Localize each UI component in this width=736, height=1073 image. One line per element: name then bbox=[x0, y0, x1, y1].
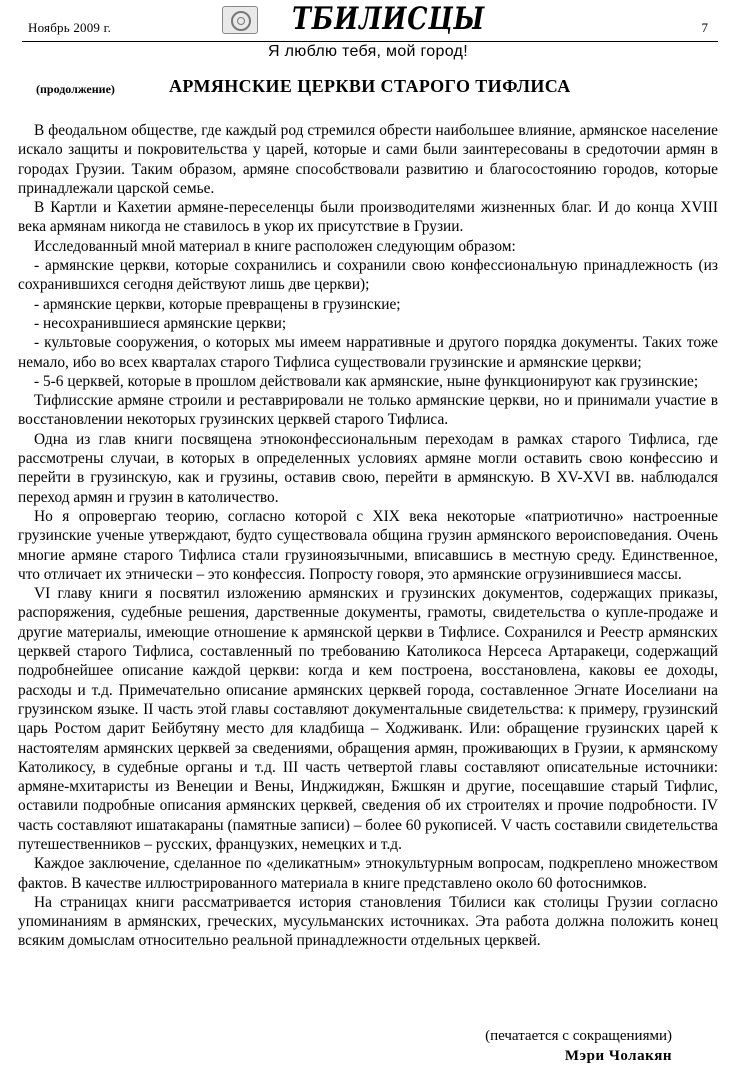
continuation-label: (продолжение) bbox=[36, 82, 115, 96]
paragraph: На страницах книги рассматривается история становления Тбилиси как столицы Грузии согласно упоминаниям в армянских, греческих, мусульманских источниках. Эта работа должна положить конец всяким домыслам относительно реальной принадлежности отдельных церквей. bbox=[18, 893, 718, 950]
emblem-icon bbox=[222, 6, 258, 34]
author-name: Мэри Чолакян bbox=[564, 1048, 672, 1064]
newspaper-name: ТБИЛИСЦЫ bbox=[292, 1, 486, 37]
article-heading bbox=[36, 76, 716, 100]
paragraph: Каждое заключение, сделанное по «деликатным» этнокультурным вопросам, подкреплено множеством фактов. В качестве иллюстрированного материала в книге представлено около 60 фотоснимков. bbox=[18, 855, 718, 892]
paragraph: Тифлисские армяне строили и реставрировали не только армянские церкви, но и принимали участие в восстановлении некоторых грузинских церквей старого Тифлиса. bbox=[18, 392, 718, 429]
paragraph: В феодальном обществе, где каждый род стремился обрести наибольшее влияние, армянское население искало защиты и покровительства у царей, которые и сами были заинтересованы в средоточии армян в городах Грузии. Таким образом, армяне способствовали развитию и благосостоянию городов, которые принадлежали царской семье. bbox=[18, 122, 718, 197]
paragraph: - несохранившиеся армянские церкви; bbox=[34, 314, 287, 332]
article-body bbox=[18, 121, 718, 951]
paragraph: В Картли и Кахетии армяне-переселенцы были производителями жизненных благ. И до конца XVIII века армянам никогда не ставилось в укор их присутствие в Грузии. bbox=[18, 199, 718, 236]
slogan: Я люблю тебя, мой город! bbox=[268, 43, 468, 60]
paragraph: - 5-6 церквей, которые в прошлом действовали как армянские, ныне функционируют как грузинские; bbox=[34, 372, 699, 390]
paragraph: - армянские церкви, которые сохранились и сохранили свою конфессиональную принадлежность (из сохранившихся сегодня действуют лишь две церкви); bbox=[18, 257, 718, 294]
paragraph: VI главу книги я посвятил изложению армянских и грузинских документов, содержащих приказы, распоряжения, судебные решения, дарственные документы, грамоты, свидетельства о купле-продаже и другие материалы, имеющие отношение к армянской церкви в Тифлисе. Сохранился и Реестр армянских церквей старого Тифлиса, составленный по требованию Католикоса Нерсеса Артаракеци, содержащий подробнейшее описание каждой церкви: когда и кем построена, восстановлена, каковы ее доходы, расходы и т.д. Примечательно описание армянских церквей города, составленное Эгнате Иоселиани на грузинском языке. II часть этой главы составляют документальные свидетельства: к примеру, грузинский царь Ростом дарит Бейбутяну место для кладбища – Ходживанк. Или: обращение грузинских царей к настоятелям армянских церквей за сведениями, обращения армян, проживающих в Грузии, к армянскому Католикосу, в судебные органы и т.д. III часть четвертой главы составляют описательные источники: армяне-мхитаристы из Венеции и Вены, Инджиджян, Бжшкян и другие, посещавшие старый Тифлис, оставили подробные описания армянских церквей, сведения об их строителях и прочие подробности. IV часть составляют ишатакараны (памятные записи) – более 60 рукописей. V часть составили свидетельства путешественников – русских, французких, немецких и т.д. bbox=[18, 585, 718, 853]
page-number: 7 bbox=[701, 20, 708, 35]
masthead bbox=[22, 0, 718, 42]
issue-date: Ноябрь 2009 г. bbox=[28, 20, 112, 35]
article-title: АРМЯНСКИЕ ЦЕРКВИ СТАРОГО ТИФЛИСА bbox=[169, 76, 571, 96]
paragraph: - армянские церкви, которые превращены в грузинские; bbox=[34, 295, 401, 313]
paragraph: Но я опровергаю теорию, согласно которой с XIX века некоторые «патриотично» настроенные грузинские ученые утверждают, будто существовала община грузин армянского вероисповедания. Очень многие армяне старого Тифлиса стали грузиноязычными, вписавшись в местную среду. Единственное, что отличает их этнически – это конфессия. Попросту говоря, это армянские огрузинившиеся массы. bbox=[18, 507, 718, 583]
paragraph: Исследованный мной материал в книге расположен следующим образом: bbox=[34, 237, 516, 255]
paragraph: Одна из глав книги посвящена этноконфессиональным переходам в рамках старого Тифлиса, где рассмотрены случаи, в которых в определенных условиях армяне могли оставить свою конфессию и перейти в грузинскую, как и грузины, оставив свою, перейти в армянскую. В XV-XVI вв. наблюдался переход армян и грузин в католичество. bbox=[18, 430, 718, 506]
paragraph: - культовые сооружения, о которых мы имеем нарративные и другого порядка документы. Таких тоже немало, ибо во всех кварталах старого Тифлиса существовали грузинские и армянские церкви; bbox=[18, 334, 718, 371]
reprint-note: (печатается с сокращениями) bbox=[485, 1028, 672, 1044]
